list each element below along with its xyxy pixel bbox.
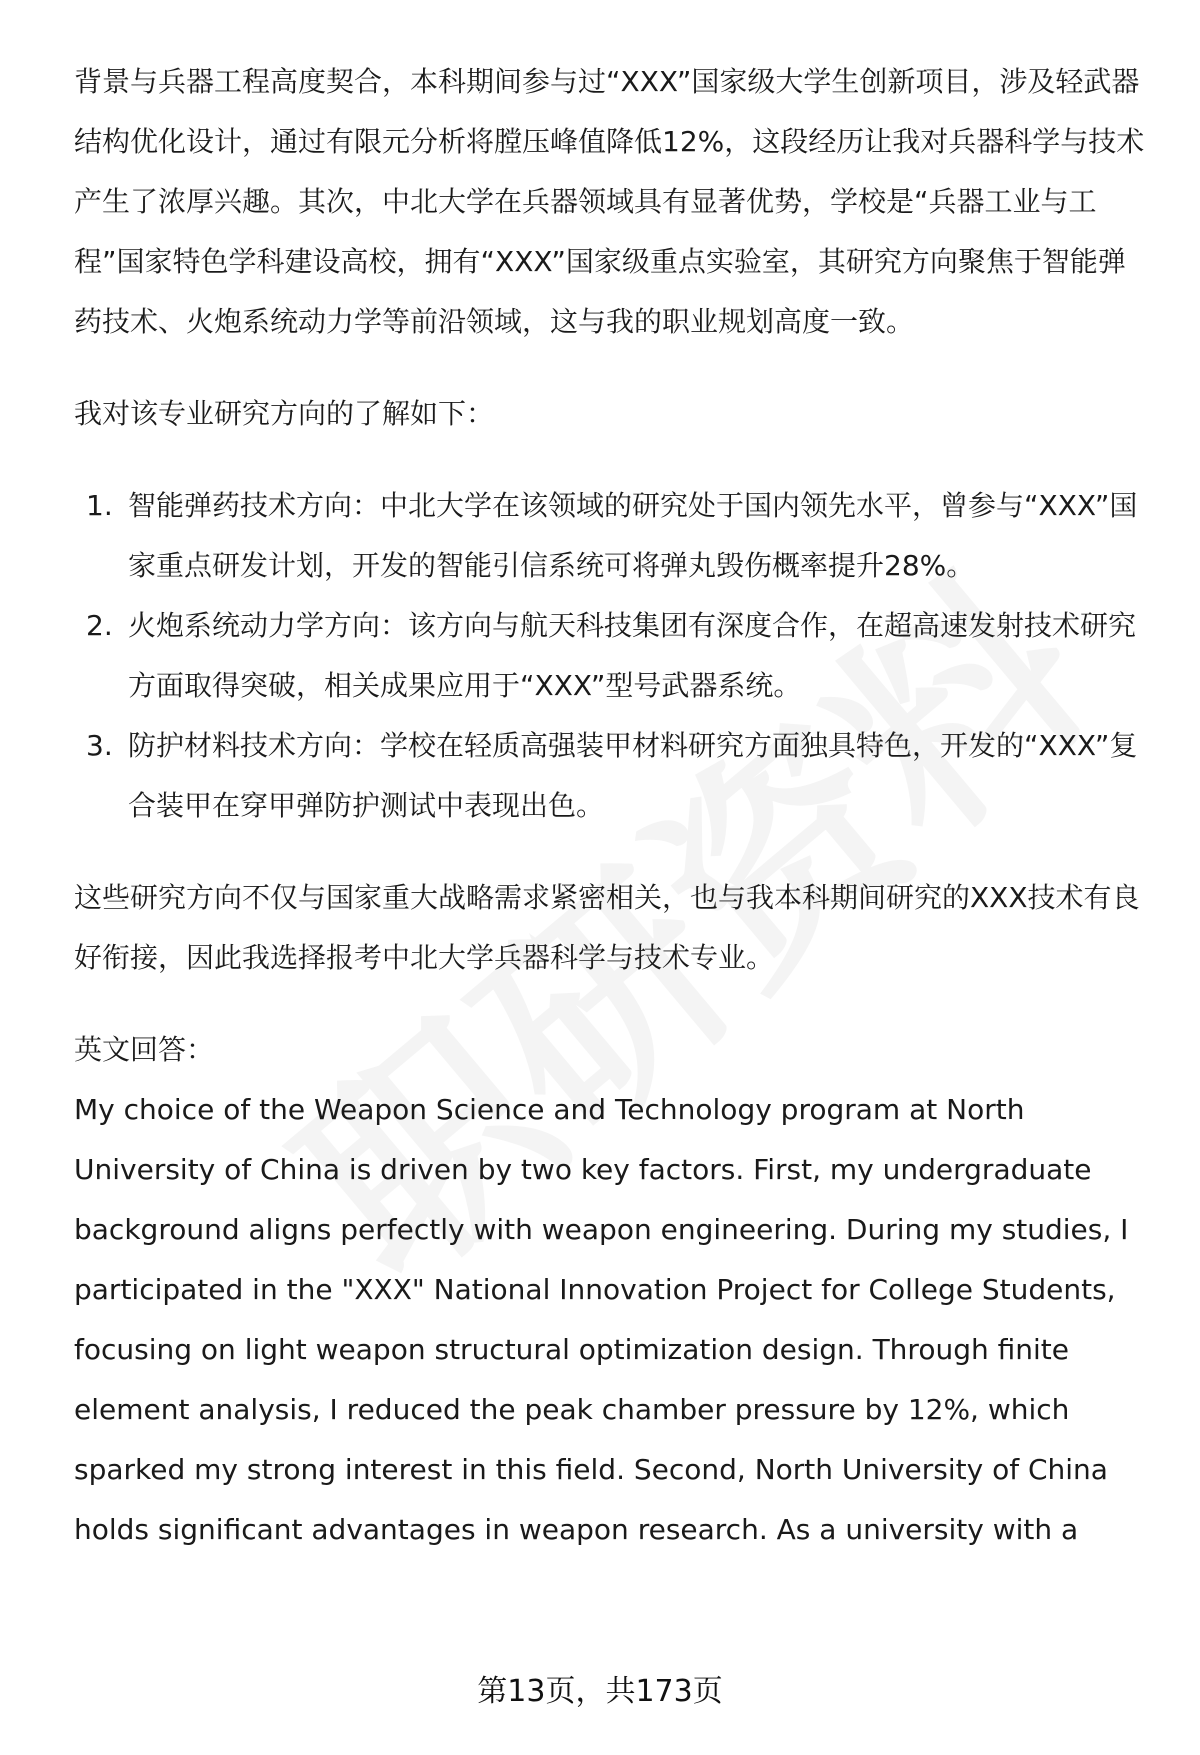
list-item-text: 智能弹药技术方向：中北大学在该领域的研究处于国内领先水平，曾参与“XXX”国家重点研发计划，开发的智能引信系统可将弹丸毁伤概率提升28%。: [128, 489, 1138, 582]
paragraph-intro-list: 我对该专业研究方向的了解如下：: [74, 397, 495, 430]
paragraph-gap: [74, 444, 1148, 476]
list-item: [74, 596, 1138, 716]
list-item: [74, 476, 1138, 596]
paragraph-conclusion: 这些研究方向不仅与国家重大战略需求紧密相关，也与我本科期间研究的XXX技术有良好衔接，因此我选择报考中北大学兵器科学与技术专业。: [74, 881, 1140, 974]
english-answer-heading: 英文回答：: [74, 1033, 215, 1066]
paragraph-gap: [74, 836, 1148, 868]
paragraph-background: 背景与兵器工程高度契合，本科期间参与过“XXX”国家级大学生创新项目，涉及轻武器结构优化设计，通过有限元分析将膛压峰值降低12%，这段经历让我对兵器科学与技术产生了浓厚兴趣。其次，中北大学在兵器领域具有显著优势，学校是“兵器工业与工程”国家特色学科建设高校，拥有“XXX”国家级重点实验室，其研究方向聚焦于智能弹药技术、火炮系统动力学等前沿领域，这与我的职业规划高度一致。: [74, 65, 1145, 338]
list-item-number: 1.: [86, 489, 113, 522]
page-body: [74, 52, 1148, 1560]
list-item-text: 防护材料技术方向：学校在轻质高强装甲材料研究方面独具特色，开发的“XXX”复合装甲在穿甲弹防护测试中表现出色。: [128, 729, 1138, 822]
paragraph-gap: [74, 352, 1148, 384]
english-answer-text: My choice of the Weapon Science and Technology program at North University of China is driven by two key factors. First, my undergraduate background aligns perfectly with weapon engineering. During my studies, I participated in the "XXX" National Innovation Project for College Students, focusing on light weapon structural optimization design. Through finite element analysis, I reduced the peak chamber pressure by 12%, which sparked my strong interest in this field. Second, North University of China holds significant advantages in weapon research. As a university with a: [74, 1093, 1129, 1546]
list-item-number: 2.: [86, 609, 113, 642]
list-item: [74, 716, 1138, 836]
list-item-number: 3.: [86, 729, 113, 762]
research-directions-list: [74, 476, 1148, 836]
list-item-text: 火炮系统动力学方向：该方向与航天科技集团有深度合作，在超高速发射技术研究方面取得突破，相关成果应用于“XXX”型号武器系统。: [128, 609, 1137, 702]
paragraph-gap: [74, 988, 1148, 1020]
page-number-footer: 第13页，共173页: [477, 1674, 723, 1709]
